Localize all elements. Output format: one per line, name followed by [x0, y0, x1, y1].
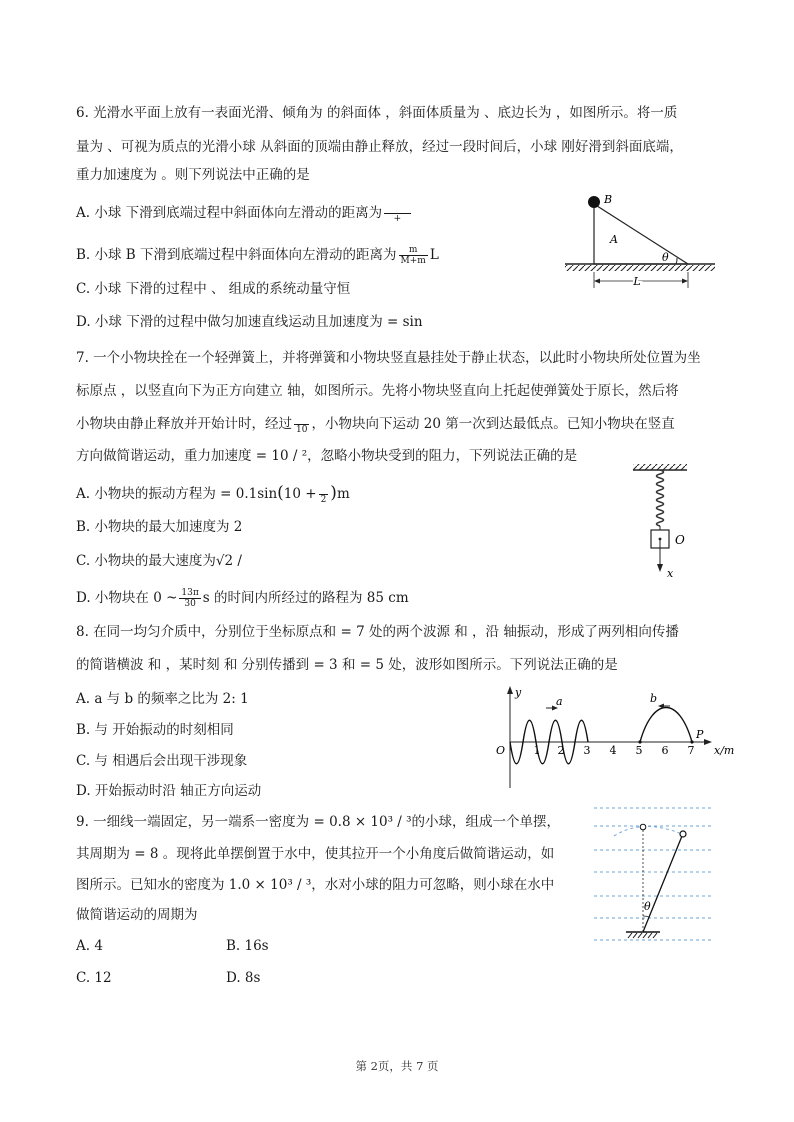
q6-option-b: B. 小球 B 下滑到底端过程中斜面体向左滑动的距离为 $\frac{m}{M+m}$ L [76, 245, 439, 266]
q6-stem-line-2: 量为 、可视为质点的光滑小球 从斜面的顶端由静止释放，经过一段时间后，小球 刚好滑到斜面底端， [76, 139, 683, 155]
q6-stem-line-1: 6. 光滑水平面上放有一表面光滑、倾角为 的斜面体 ，斜面体质量为 、底边长为 ，如图所示。将一质 [76, 105, 678, 121]
q7-stem-line-2: 标原点 ，以竖直向下为正方向建立 轴，如图所示。先将小物块竖直向上托起使弹簧处于原长，然后将 [76, 383, 679, 399]
q7-option-c: C. 小物块的最大速度为√2 / [76, 553, 242, 569]
ball [680, 831, 686, 837]
svg-text:7: 7 [687, 744, 695, 757]
q9-pendulum-figure [592, 802, 717, 952]
q6-stem-line-3: 重力加速度为 。则下列说法中正确的是 [76, 167, 310, 183]
q8-stem-line-1: 8. 在同一均匀介质中，分别位于坐标原点和 = 7 处的两个波源 和 ，沿 轴振动，形成了两列相向传播 [76, 624, 679, 640]
incline-triangle [594, 204, 688, 264]
q7-option-d: D. 小物块在 0 ~ $\frac{13\pi}{30}$ s 的时间内所经过的路程为 85 cm [76, 588, 409, 609]
water-lines [594, 808, 714, 940]
tick-labels [534, 744, 695, 757]
svg-text:3: 3 [583, 744, 591, 757]
label-a: A [610, 233, 618, 246]
label-b: b [650, 692, 658, 705]
label-xm: x/m [714, 744, 735, 757]
q7-option-b: B. 小物块的最大加速度为 2 [76, 519, 243, 535]
label-theta: θ [644, 900, 651, 913]
q6-option-d: D. 小球 下滑的过程中做匀加速直线运动且加速度为 = sin [76, 314, 423, 330]
svg-text:4: 4 [609, 744, 617, 757]
q7-option-a: A. 小物块的振动方程为 = 0.1sin(10 + $\frac{​}{2}$ )m [76, 483, 350, 505]
q9-stem-line-2: 其周期为 = 8 。现将此单摆倒置于水中，使其拉开一个小角度后做简谐运动，如 [76, 846, 555, 862]
q9-stem-line-4: 做简谐运动的周期为 [76, 907, 198, 923]
q9-stem-line-3: 图所示。已知水的密度为 1.0 × 10³ / ³，水对小球的阻力可忽略，则小球在水中 [76, 877, 555, 893]
page-footer: 第 2页，共 7 页 [355, 1059, 439, 1073]
q9-option-a: A. 4 [76, 938, 103, 954]
label-y: y [515, 686, 522, 699]
q6-option-b-fraction: $\frac{m}{M+m}$ [400, 245, 426, 266]
q7-stem-fraction: $\frac{​}{10}$ [296, 414, 308, 435]
q6-option-c: C. 小球 下滑的过程中 、 组成的系统动量守恒 [76, 281, 351, 297]
q6-option-a: A. 小球 下滑到底端过程中斜面体向左滑动的距离为 $\frac{​}{+}$ [76, 203, 409, 224]
label-o: O [496, 744, 506, 757]
q7-option-a-fraction: $\frac{​}{2}$ [320, 484, 327, 505]
q7-spring-figure [625, 460, 705, 580]
q6-incline-figure [560, 188, 720, 298]
svg-text:2: 2 [557, 744, 565, 757]
q9-option-b: B. 16s [226, 938, 269, 954]
ball-b [588, 196, 600, 208]
label-l: L [633, 275, 641, 288]
label-theta: θ [662, 251, 669, 264]
q8-option-d: D. 开始振动时沿 轴正方向运动 [76, 783, 262, 799]
q8-option-c: C. 与 相遇后会出现干涉现象 [76, 753, 248, 769]
wave-b [640, 708, 692, 743]
q7-stem-line-4: 方向做简谐运动，重力加速度 = 10 / ²，忽略小物块受到的阻力，下列说法正确的是 [76, 448, 578, 464]
q8-option-b: B. 与 开始振动的时刻相同 [76, 722, 234, 738]
q6-option-a-fraction: $\frac{​}{+}$ [386, 203, 409, 224]
q8-option-a: A. a 与 b 的频率之比为 2: 1 [76, 691, 249, 707]
q7-stem-line-3: 小物块由静止释放并开始计时，经过 $\frac{​}{10}$ ，小物块向下运动 20 第一次到达最低点。已知小物块在竖直 [76, 414, 675, 435]
label-p: P [696, 728, 704, 741]
label-a: a [556, 695, 563, 708]
svg-text:5: 5 [635, 744, 643, 757]
q9-option-d: D. 8s [226, 970, 261, 986]
label-x: x [667, 567, 674, 580]
q8-wave-figure [490, 682, 740, 794]
q8-stem-line-2: 的简谐横波 和 ，某时刻 和 分别传播到 = 3 和 = 5 处，波形如图所示。下列说法正确的是 [76, 657, 618, 673]
svg-text:1: 1 [533, 744, 541, 757]
spring [657, 470, 664, 526]
q7-stem-line-1: 7. 一个小物块拴在一个轻弹簧上，并将弹簧和小物块竖直悬挂处于静止状态，以此时小物块所处位置为坐 [76, 350, 701, 366]
q7-option-d-fraction: $\frac{13\pi}{30}$ [181, 588, 199, 609]
label-o: O [675, 533, 685, 547]
q9-option-c: C. 12 [76, 970, 112, 986]
label-b: B [604, 193, 613, 206]
svg-text:6: 6 [661, 744, 669, 757]
q9-stem-line-1: 9. 一细线一端固定，另一端系一密度为 = 0.8 × 10³ / ³的小球，组成一个单摆， [76, 814, 561, 830]
